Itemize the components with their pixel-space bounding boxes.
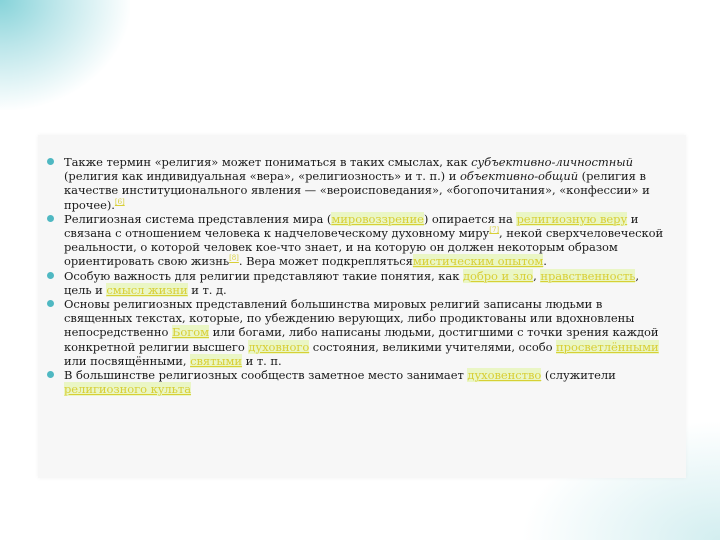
bullet-dot-icon [47,158,54,165]
text-run: . Вера может подкрепляться [238,254,413,269]
text-run: и т. д. [187,282,227,297]
wiki-link[interactable]: смысл жизни [106,282,188,297]
text-run: , [533,268,541,283]
text-run: (религия как индивидуальная «вера», «религиозность» и т. п.) и [64,169,460,184]
footnote-ref[interactable]: [6] [114,197,125,206]
wiki-link[interactable]: нравственность [540,268,636,283]
text-run: или посвящёнными, [64,353,191,368]
wiki-link[interactable]: мировоззрение [331,211,424,226]
wiki-link[interactable]: духовенство [467,368,542,383]
text-run: (служители [541,368,616,383]
text-run: , цель и [64,268,639,297]
bullet-dot-icon [47,215,54,222]
bullet-item [47,269,667,297]
footnote-ref[interactable]: [7] [489,226,500,235]
wiki-link[interactable]: мистическим опытом [412,254,544,269]
text-run: , некой сверхчеловеческой реальности, о которой человек кое-что знает, и на которую он должен некоторым образом ориентировать свою жизнь [64,226,664,269]
text-run: и т. п. [242,353,282,368]
wiki-link[interactable]: религиозного культа [64,382,192,397]
text-run: (религия в качестве институционального явления — «вероисповедания», «богопочитания», «конфессии» и прочее). [64,169,650,212]
bullet-dot-icon [47,371,54,378]
text-run: Также термин «религия» может пониматься в таких смыслах, как [64,155,472,169]
wiki-link[interactable]: религиозную веру [516,211,628,226]
wiki-link[interactable]: Богом [171,325,209,340]
text-run: Религиозная система представления мира ( [64,211,332,226]
bullet-item [47,297,667,368]
text-run: . [543,254,547,269]
bullet-list [47,155,667,396]
bullet-dot-icon [47,300,54,307]
text-run: состояния, великими учителями, особо [309,339,557,354]
wiki-link[interactable]: святыми [190,353,243,368]
bullet-item [47,368,667,396]
bullet-dot-icon [47,272,54,279]
wiki-link[interactable]: добро и зло [462,268,534,283]
footnote-ref[interactable]: [8] [229,254,239,263]
corner-decoration [0,0,130,110]
wiki-link[interactable]: просветлёнными [556,339,659,354]
text-run: и связана с отношением человека к надчеловеческому духовному миру [64,211,639,241]
bullet-item [47,155,667,212]
wiki-link[interactable]: духовного [248,339,310,354]
text-run: Особую важность для религии представляют такие понятия, как [64,268,463,283]
text-run: Основы религиозных представлений большинства мировых религий записаны людьми в священных текстах, которые, по убеждению верующих, либо продиктованы или вдохновлены непосредственно [64,297,635,340]
text-run: или богами, либо написаны людьми, достигшими с точки зрения каждой конкретной религии высшего [64,325,659,354]
text-run: ) опирается на [423,211,517,226]
text-run: В большинстве религиозных сообществ заметное место занимает [64,368,468,383]
italic-term: объективно-общий [459,169,579,184]
bullet-item [47,212,667,269]
italic-term: субъективно-личностный [471,155,633,169]
